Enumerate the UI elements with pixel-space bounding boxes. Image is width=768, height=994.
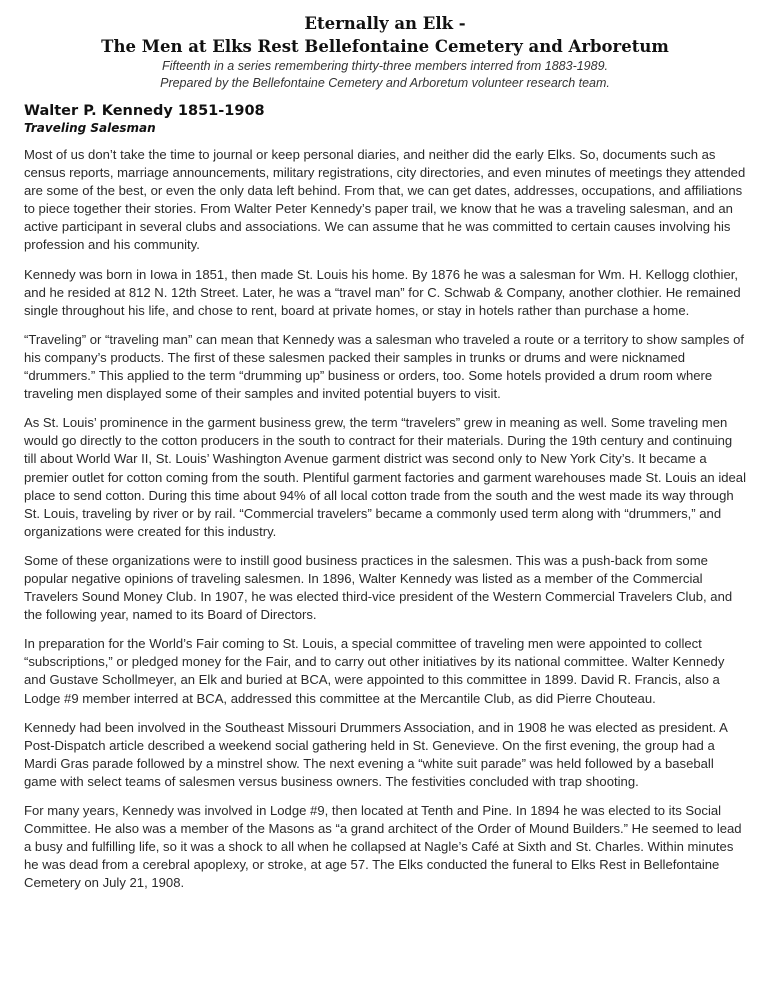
paragraph-6: In preparation for the World’s Fair coming to St. Louis, a special committee of traveling men were appointed to collect “subscriptions,” or pledged money for the Fair, and to carry out other initiatives by its national committee. Walter Kennedy and Gustave Schollmeyer, an Elk and buried at BCA, were appointed to this committee in 1899. David R. Francis, also a Lodge #9 member interred at BCA, addressed this committee at the Mercantile Club, as did Pierre Chouteau. xyxy=(24,636,725,706)
series-title: Eternally an Elk - xyxy=(304,14,466,33)
paragraph-7: Kennedy had been involved in the Southeast Missouri Drummers Association, and in 1908 he was elected as president. A Post-Dispatch article described a weekend social gathering held in St. Genevieve. On the first evening, the group had a Mardi Gras parade followed by a minstrel show. The next evening a “white suit parade” was held followed by a baseball game with select teams of salesmen versus business owners. The festivities concluded with trap shooting. xyxy=(24,719,728,789)
series-description: Fifteenth in a series remembering thirty-three members interred from 1883-1989. xyxy=(161,59,609,73)
document-header xyxy=(24,12,746,92)
paragraph-8: For many years, Kennedy was involved in Lodge #9, then located at Tenth and Pine. In 1894 he was elected to its Social Committee. He also was a member of the Masons as “a grand architect of the Order of Mound Builders.” He seemed to lead a busy and fulfilling life, so it was a shock to all when he collapsed at Nagle’s Café at Sixth and St. Charles. Within minutes he was dead from a cerebral apoplexy, or stroke, at age 57. The Elks conducted the funeral to Elks Rest in Bellefontaine Cemetery on July 21, 1908. xyxy=(24,803,742,891)
member-name-heading: Walter P. Kennedy 1851-1908 xyxy=(24,103,265,119)
paragraph-3: “Traveling” or “traveling man” can mean that Kennedy was a salesman who traveled a route or a territory to show samples of his company’s products. The first of these salesmen packed their samples in trunks or drums and were nicknamed “drummers.” This applied to the term “drumming up” business or orders, too. Some hotels provided a drum room where traveling men displayed some of their samples and invited potential buyers to visit. xyxy=(24,331,745,402)
paragraph-1: Most of us don’t take the time to journal or keep personal diaries, and neither did the early Elks. So, documents such as census reports, marriage announcements, military registrations, city directories, and even minutes of meetings they attended are some of the best, or even the only data left behind. From that, we can get dates, addresses, occupations, and affiliations to piece together their stories. From Walter Peter Kennedy’s paper trail, we know that he was a traveling salesman, and an active participant in several clubs and associations. We can assume that he was committed to certain causes involving his profession and his community. xyxy=(24,147,746,253)
document-page xyxy=(24,12,746,903)
paragraph-5: Some of these organizations were to instill good business practices in the salesmen. This was a push-back from some popular negative opinions of traveling salesmen. In 1896, Walter Kennedy was listed as a member of the Commercial Travelers Sound Money Club. In 1907, he was elected third-vice president of the Western Commercial Travelers Club, and the following year, named to its Board of Directors. xyxy=(24,552,733,623)
paragraph-2: Kennedy was born in Iowa in 1851, then made St. Louis his home. By 1876 he was a salesman for Wm. H. Kellogg clothier, and he resided at 812 N. 12th Street. Later, he was a “travel man” for C. Schwab & Company, another clothier. He remained single throughout his life, and chose to rent, board at private homes, or stay in hotels rather than purchase a home. xyxy=(24,266,741,318)
paragraph-4: As St. Louis’ prominence in the garment business grew, the term “travelers” grew in meaning as well. Some traveling men would go directly to the cotton producers in the south to contract for their materials. During the 19th century and continuing till about World War II, St. Louis’ Washington Avenue garment district was second only to New York City’s. It became a premier outlet for cotton coming from the south. Plentiful garment factories and garment warehouses made St. Louis an ideal place to send cotton. During this time about 94% of all local cotton trade from the south and the west made its way through St. Louis, traveling by river or by rail. “Commercial travelers” became a commonly used term along with “drummers,” and organizations were created for this industry. xyxy=(24,415,746,539)
member-occupation: Traveling Salesman xyxy=(24,121,156,135)
series-credit: Prepared by the Bellefontaine Cemetery and Arboretum volunteer research team. xyxy=(160,76,610,90)
series-subtitle-title: The Men at Elks Rest Bellefontaine Cemetery and Arboretum xyxy=(101,37,669,56)
